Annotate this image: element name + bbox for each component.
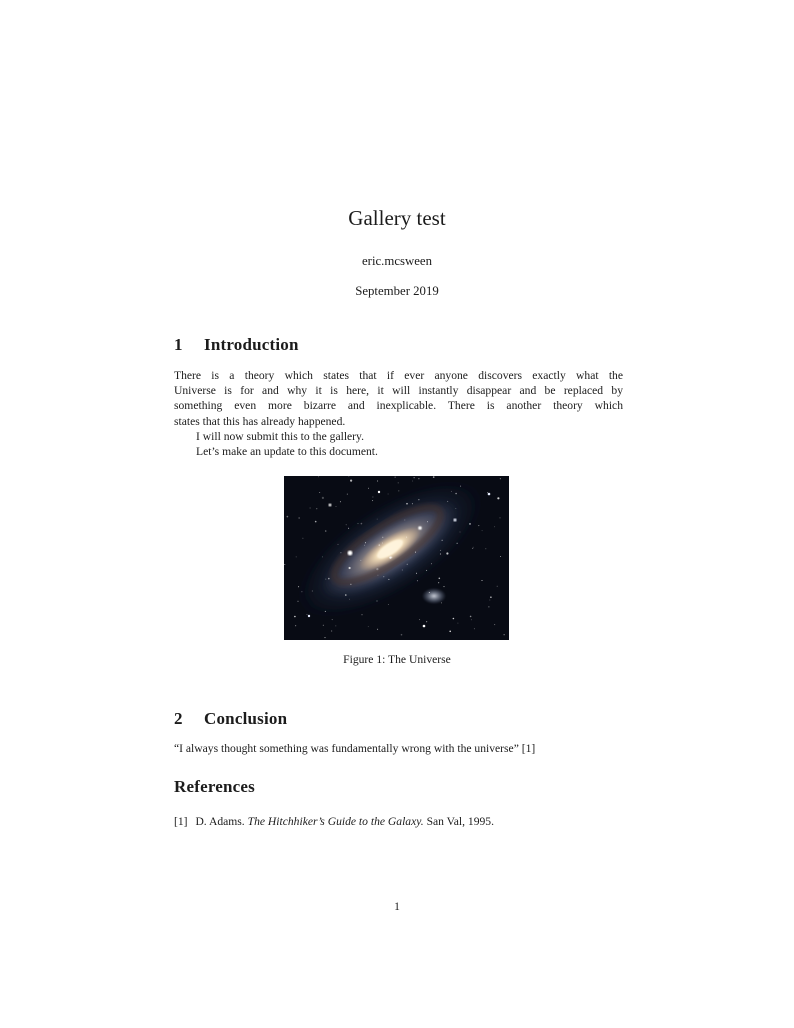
paragraph: I will now submit this to the gallery.: [196, 429, 364, 443]
paragraph-line: something even more bizarre and inexplicable. There is another theory which: [174, 399, 623, 413]
conclusion-quote: “I always thought something was fundamentally wrong with the universe” [1]: [174, 742, 536, 755]
reference-label: [1]: [174, 815, 188, 828]
section-title: Conclusion: [204, 709, 288, 728]
galaxy-image: [284, 476, 509, 640]
reference-item: [174, 814, 634, 829]
figure-caption: Figure 1: The Universe: [343, 653, 451, 666]
paragraph-line: states that this has already happened.: [174, 414, 346, 428]
introduction-body: [174, 368, 623, 459]
date: September 2019: [355, 284, 439, 298]
reference-book-title: The Hitchhiker’s Guide to the Galaxy.: [247, 815, 424, 828]
section-number: 1: [174, 335, 183, 354]
reference-authors: D. Adams.: [195, 815, 245, 828]
paragraph-line: Universe is for and why it is here, it will instantly disappear and be replaced by: [174, 384, 623, 398]
reference-publisher: San Val, 1995.: [426, 815, 494, 828]
section-heading-conclusion: [174, 708, 287, 729]
paragraph-line: There is a theory which states that if ever anyone discovers exactly what the: [174, 369, 623, 382]
paragraph: Let’s make an update to this document.: [196, 445, 378, 459]
page-title: Gallery test: [348, 206, 446, 230]
author: eric.mcsween: [362, 254, 432, 268]
section-heading-introduction: [174, 334, 299, 355]
section-title: Introduction: [204, 335, 299, 354]
section-number: 2: [174, 709, 183, 728]
page-number: 1: [394, 900, 400, 913]
references-heading: References: [174, 777, 255, 796]
